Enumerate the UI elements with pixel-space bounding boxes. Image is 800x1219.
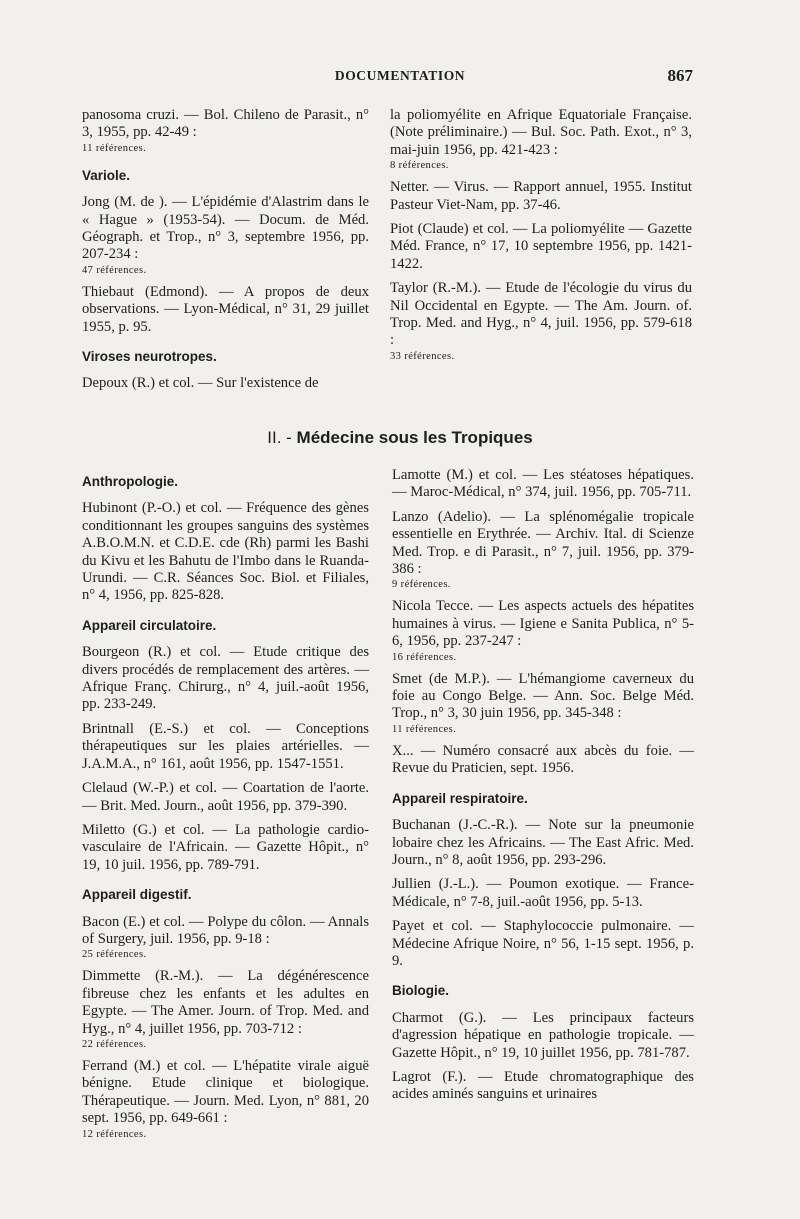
- entry-text: Bacon (E.) et col. — Polype du côlon. — Annals of Surgery, juil. 1956, pp. 9-18 :: [82, 913, 369, 947]
- entry-text: la poliomyélite en Afrique Equatoriale Française. (Note préliminaire.) — Bul. Soc. Path. Exot., n° 3, mai-juin 1956, pp. 421-423 :: [390, 107, 692, 158]
- section-heading: [0, 428, 800, 448]
- entry-text: X... — Numéro consacré aux abcès du foie. — Revue du Praticien, sept. 1956.: [392, 742, 694, 777]
- top-left-column: [82, 107, 369, 400]
- entry-text: Dimmette (R.-M.). — La dégénérescence fibreuse chez les enfants et les adultes en Egypte. — The Amer. Journ. of Trop. Med. and Hyg., n° 4, juillet 1956, pp. 703-712 :: [82, 968, 369, 1037]
- entry-text: Jullien (J.-L.). — Poumon exotique. — France-Médicale, n° 7-8, juil.-août 1956, pp. 5-13.: [392, 876, 694, 910]
- entry-text: Taylor (R.-M.). — Etude de l'écologie du virus du Nil Occidental en Egypte. — The Am. Journ. of. Trop. Med. and Hyg., n° 4, juil. 1956, pp. 579-618 :: [390, 280, 692, 349]
- bibliography-entry: [392, 876, 694, 911]
- page-number: 867: [667, 66, 693, 85]
- entry-references: 11 références.: [82, 142, 147, 154]
- entry-text: Miletto (G.) et col. — La pathologie cardio-vasculaire de l'Africain. — Gazette Hôpit., n° 19, 10 juil. 1956, pp. 789-791.: [82, 821, 369, 873]
- entry-references: 12 références.: [82, 1128, 147, 1140]
- subsection-heading: Biologie.: [392, 983, 449, 999]
- bibliography-entry: [390, 221, 692, 273]
- subsection-heading: Viroses neurotropes.: [82, 349, 217, 365]
- entry-text: Clelaud (W.-P.) et col. — Coartation de l'aorte. — Brit. Med. Journ., août 1956, pp. 379-390.: [82, 780, 369, 814]
- entry-references: 16 références.: [392, 651, 457, 663]
- bibliography-entry: [392, 817, 694, 869]
- entry-text: Hubinont (P.-O.) et col. — Fréquence des gènes conditionnant les groupes sanguins des systèmes A.B.O.M.N. et C.D.E. cde (Rh) parmi les Bashi du Kivu et les Bahutu de l'Imbo dans le Ruanda-Urundi. — C.R. Séances Soc. Biol. et Filiales, n° 4, 1956, pp. 825-828.: [82, 500, 369, 604]
- bottom-right-column: [392, 467, 694, 1111]
- entry-text: Netter. — Virus. — Rapport annuel, 1955. Institut Pasteur Viet-Nam, pp. 37-46.: [390, 179, 692, 213]
- bibliography-entry: [392, 509, 694, 592]
- bibliography-entry: [82, 284, 369, 336]
- subsection-heading: Appareil circulatoire.: [82, 617, 217, 633]
- entry-text: Bourgeon (R.) et col. — Etude critique des divers procédés de remplacement des artères. — Afrique Franç. Chirurg., n° 4, juil.-août 1956, pp. 233-249.: [82, 644, 369, 713]
- bibliography-entry: [82, 375, 369, 392]
- entry-text: Ferrand (M.) et col. — L'hépatite virale aiguë bénigne. Etude clinique et biologique. Thérapeutique. — Journ. Med. Lyon, n° 881, 20 sept. 1956, pp. 649-661 :: [82, 1057, 369, 1127]
- bibliography-entry: [392, 598, 694, 663]
- entry-text: Brintnall (E.-S.) et col. — Conceptions thérapeutiques sur les plaies artérielles. — J.A.M.A., n° 161, août 1956, pp. 1547-1551.: [82, 720, 369, 772]
- bibliography-entry: [392, 918, 694, 970]
- entry-text: Lanzo (Adelio). — La splénomégalie tropicale essentielle en Erythrée. — Archiv. Ital. di Scienze Med. Trop. e di Parasit., n° 7, juil. 1956, pp. 379-386 :: [392, 508, 694, 578]
- entry-references: 9 références.: [392, 579, 451, 591]
- bibliography-entry: [82, 1058, 369, 1141]
- bibliography-entry: [82, 780, 369, 815]
- subsection-heading: Anthropologie.: [82, 474, 178, 489]
- section-title: Médecine sous les Tropiques: [296, 428, 533, 447]
- bibliography-entry: [392, 1010, 694, 1062]
- bibliography-entry: [390, 179, 692, 214]
- entry-text: Thiebaut (Edmond). — A propos de deux observations. — Lyon-Médical, n° 31, 29 juillet 1955, p. 95.: [82, 283, 369, 335]
- bibliography-entry: [392, 1069, 694, 1104]
- bibliography-entry: [82, 107, 369, 155]
- bibliography-entry: [82, 194, 369, 277]
- bibliography-entry: [82, 500, 369, 604]
- bibliography-entry: [392, 743, 694, 778]
- bibliography-entry: [82, 968, 369, 1051]
- bibliography-entry: [390, 107, 692, 172]
- entry-text: Piot (Claude) et col. — La poliomyélite — Gazette Méd. France, n° 17, 10 septembre 1956, pp. 1421-1422.: [390, 221, 692, 272]
- running-title: DOCUMENTATION: [334, 68, 466, 83]
- subsection-heading: Appareil respiratoire.: [392, 790, 528, 806]
- entry-references: 25 références.: [82, 949, 147, 961]
- entry-references: 22 références.: [82, 1038, 147, 1050]
- bibliography-entry: [392, 671, 694, 736]
- top-right-column: [390, 107, 692, 370]
- entry-text: Nicola Tecce. — Les aspects actuels des hépatites humaines à virus. — Igiene e Sanita Publica, n° 5-6, 1956, pp. 237-247 :: [392, 598, 694, 650]
- entry-text: Lamotte (M.) et col. — Les stéatoses hépatiques. — Maroc-Médical, n° 374, juil. 1956, pp. 705-711.: [392, 467, 694, 501]
- entry-text: Depoux (R.) et col. — Sur l'existence de: [82, 375, 319, 392]
- subsection-heading: Variole.: [82, 167, 131, 183]
- bibliography-entry: [82, 721, 369, 773]
- entry-text: Jong (M. de ). — L'épidémie d'Alastrim dans le « Hague » (1953-54). — Docum. de Méd. Géograph. et Trop., n° 3, septembre 1956, pp. 207-234 :: [82, 194, 369, 263]
- entry-text: Payet et col. — Staphylococcie pulmonaire. — Médecine Afrique Noire, n° 56, 1-15 sept. 1956, p. 9.: [392, 918, 694, 969]
- page-header: [0, 66, 800, 92]
- entry-text: Buchanan (J.-C.-R.). — Note sur la pneumonie lobaire chez les Africains. — The East Afric. Med. Journ., n° 8, août 1956, pp. 293-296.: [392, 817, 694, 868]
- entry-text: panosoma cruzi. — Bol. Chileno de Parasit., n° 3, 1955, pp. 42-49 :: [82, 107, 369, 141]
- entry-references: 33 références.: [390, 350, 455, 362]
- bibliography-entry: [82, 914, 369, 962]
- bibliography-entry: [392, 467, 694, 502]
- entry-references: 47 références.: [82, 264, 147, 276]
- bottom-left-column: [82, 467, 369, 1148]
- entry-text: Charmot (G.). — Les principaux facteurs d'agression hépatique en pathologie tropicale. — Gazette Hôpit., n° 19, 10 juillet 1956, pp. 781-787.: [392, 1009, 694, 1061]
- bibliography-entry: [390, 280, 692, 363]
- entry-references: 11 références.: [392, 723, 457, 735]
- entry-references: 8 références.: [390, 160, 449, 172]
- entry-text: Smet (de M.P.). — L'hémangiome caverneux du foie au Congo Belge. — Ann. Soc. Belge Méd. Trop., n° 3, 30 juin 1956, pp. 345-348 :: [392, 670, 694, 722]
- bibliography-entry: [82, 822, 369, 874]
- section-number: II. -: [267, 428, 292, 447]
- entry-text: Lagrot (F.). — Etude chromatographique des acides aminés sanguins et urinaires: [392, 1068, 694, 1103]
- bibliography-entry: [82, 644, 369, 714]
- subsection-heading: Appareil digestif.: [82, 887, 192, 903]
